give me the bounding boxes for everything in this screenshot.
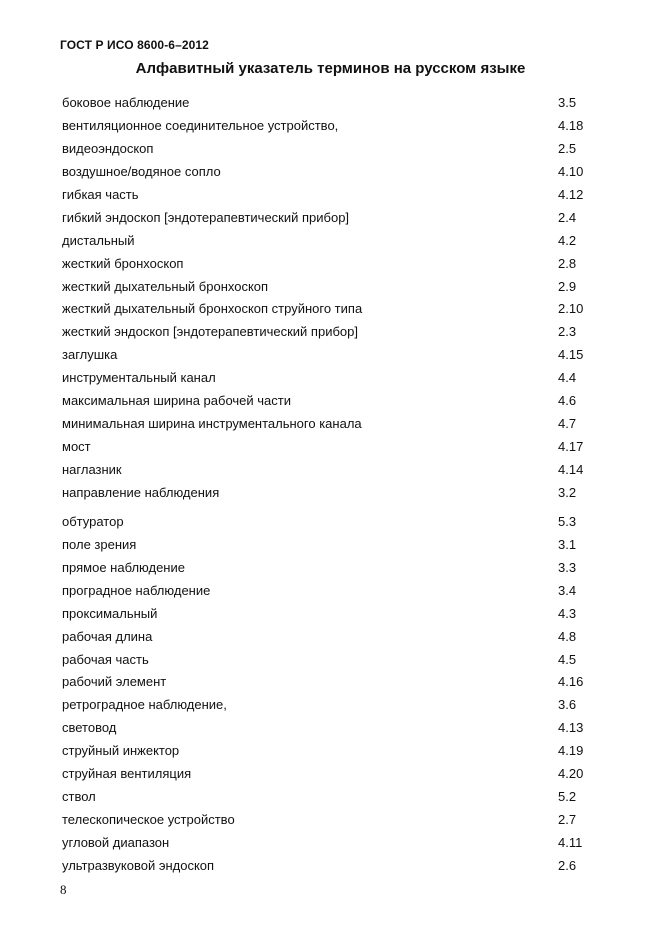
index-term: видеоэндоскоп bbox=[62, 140, 154, 156]
list-item bbox=[60, 207, 600, 230]
list-item bbox=[60, 161, 600, 184]
index-term: жесткий дыхательный бронхоскоп струйного типа bbox=[62, 301, 363, 317]
list-item bbox=[60, 649, 600, 672]
index-term: поле зрения bbox=[62, 536, 137, 552]
index-term: струйный инжектор bbox=[62, 743, 180, 759]
index-reference: 3.1 bbox=[558, 536, 577, 552]
page-title: Алфавитный указатель терминов на русском языке bbox=[135, 60, 526, 77]
index-reference: 4.16 bbox=[558, 674, 584, 690]
list-item bbox=[60, 694, 600, 717]
list-item bbox=[60, 138, 600, 161]
index-term: ретроградное наблюдение, bbox=[62, 697, 227, 713]
index-reference: 4.3 bbox=[558, 605, 577, 621]
index-reference: 5.3 bbox=[558, 513, 577, 529]
index-reference: 4.8 bbox=[558, 628, 577, 644]
list-item bbox=[60, 367, 600, 390]
index-term: воздушное/водяное сопло bbox=[62, 163, 221, 179]
list-item bbox=[60, 115, 600, 138]
index-reference: 4.4 bbox=[558, 370, 577, 386]
index-reference: 4.6 bbox=[558, 393, 577, 409]
term-index-list bbox=[60, 92, 600, 878]
index-reference: 4.2 bbox=[558, 232, 577, 248]
index-reference: 3.5 bbox=[558, 95, 577, 110]
page-number: 8 bbox=[60, 882, 67, 897]
standard-code: ГОСТ Р ИСО 8600-6–2012 bbox=[60, 38, 209, 52]
list-item bbox=[60, 92, 600, 115]
index-term: струйная вентиляция bbox=[62, 766, 192, 782]
list-item bbox=[60, 855, 600, 878]
index-reference: 3.6 bbox=[558, 697, 577, 713]
index-reference: 4.20 bbox=[558, 766, 584, 782]
list-item bbox=[60, 557, 600, 580]
index-reference: 4.5 bbox=[558, 651, 577, 667]
index-term: направление наблюдения bbox=[62, 484, 220, 500]
index-reference: 2.7 bbox=[558, 812, 577, 828]
list-item bbox=[60, 390, 600, 413]
list-item bbox=[60, 717, 600, 740]
list-item bbox=[60, 413, 600, 436]
list-item bbox=[60, 809, 600, 832]
list-item bbox=[60, 534, 600, 557]
index-term: угловой диапазон bbox=[62, 835, 170, 850]
index-term: боковое наблюдение bbox=[62, 95, 190, 110]
index-reference: 5.2 bbox=[558, 789, 577, 805]
index-term: наглазник bbox=[62, 462, 122, 477]
list-item bbox=[60, 253, 600, 276]
list-item bbox=[60, 459, 600, 482]
index-term: заглушка bbox=[62, 347, 118, 363]
index-term: световод bbox=[62, 720, 117, 736]
list-item bbox=[60, 740, 600, 763]
index-term: максимальная ширина рабочей части bbox=[62, 393, 291, 409]
list-item bbox=[60, 603, 600, 626]
list-item bbox=[60, 344, 600, 367]
index-reference: 4.17 bbox=[558, 439, 584, 455]
index-reference: 2.4 bbox=[558, 209, 577, 225]
list-item bbox=[60, 184, 600, 207]
index-reference: 2.3 bbox=[558, 324, 577, 340]
index-term: обтуратор bbox=[62, 513, 124, 529]
index-term: рабочая часть bbox=[62, 651, 149, 667]
index-reference: 3.2 bbox=[558, 484, 577, 500]
index-term: ствол bbox=[62, 789, 96, 805]
index-term: дистальный bbox=[62, 232, 135, 248]
index-reference: 4.10 bbox=[558, 163, 584, 179]
index-term: проксимальный bbox=[62, 605, 158, 621]
index-reference: 4.19 bbox=[558, 743, 584, 759]
index-reference: 3.3 bbox=[558, 559, 577, 575]
index-reference: 4.12 bbox=[558, 186, 584, 202]
index-reference: 4.11 bbox=[558, 835, 583, 850]
index-reference: 2.6 bbox=[558, 857, 577, 873]
index-reference: 2.9 bbox=[558, 278, 577, 294]
index-reference: 2.5 bbox=[558, 140, 577, 156]
index-reference: 4.18 bbox=[558, 117, 584, 133]
index-term: прямое наблюдение bbox=[62, 559, 185, 575]
list-item bbox=[60, 832, 600, 855]
index-term: минимальная ширина инструментального канала bbox=[62, 416, 362, 432]
index-reference: 4.13 bbox=[558, 720, 584, 736]
index-term: жесткий бронхоскоп bbox=[62, 255, 184, 271]
list-item bbox=[60, 786, 600, 809]
list-item bbox=[60, 671, 600, 694]
index-term: рабочий элемент bbox=[62, 674, 167, 690]
index-reference: 3.4 bbox=[558, 582, 577, 598]
list-item bbox=[60, 436, 600, 459]
list-item bbox=[60, 321, 600, 344]
index-reference: 4.14 bbox=[558, 462, 584, 477]
index-term: ультразвуковой эндоскоп bbox=[62, 857, 215, 873]
index-term: инструментальный канал bbox=[62, 370, 216, 386]
list-item bbox=[60, 482, 600, 505]
index-term: вентиляционное соединительное устройство, bbox=[62, 117, 339, 133]
list-item bbox=[60, 626, 600, 649]
index-term: жесткий дыхательный бронхоскоп bbox=[62, 278, 269, 294]
list-item bbox=[60, 298, 600, 321]
index-term: телескопическое устройство bbox=[62, 812, 235, 828]
list-item bbox=[60, 276, 600, 299]
index-reference: 2.8 bbox=[558, 255, 577, 271]
list-item bbox=[60, 511, 600, 534]
list-item bbox=[60, 230, 600, 253]
index-term: жесткий эндоскоп [эндотерапевтический прибор] bbox=[62, 324, 358, 340]
index-term: мост bbox=[62, 439, 91, 455]
list-item bbox=[60, 580, 600, 603]
index-reference: 4.15 bbox=[558, 347, 584, 363]
list-item bbox=[60, 763, 600, 786]
index-term: рабочая длина bbox=[62, 628, 153, 644]
index-term: гибкий эндоскоп [эндотерапевтический прибор] bbox=[62, 209, 350, 225]
index-reference: 4.7 bbox=[558, 416, 577, 432]
index-term: проградное наблюдение bbox=[62, 582, 211, 598]
index-term: гибкая часть bbox=[62, 186, 139, 202]
index-reference: 2.10 bbox=[558, 301, 584, 317]
